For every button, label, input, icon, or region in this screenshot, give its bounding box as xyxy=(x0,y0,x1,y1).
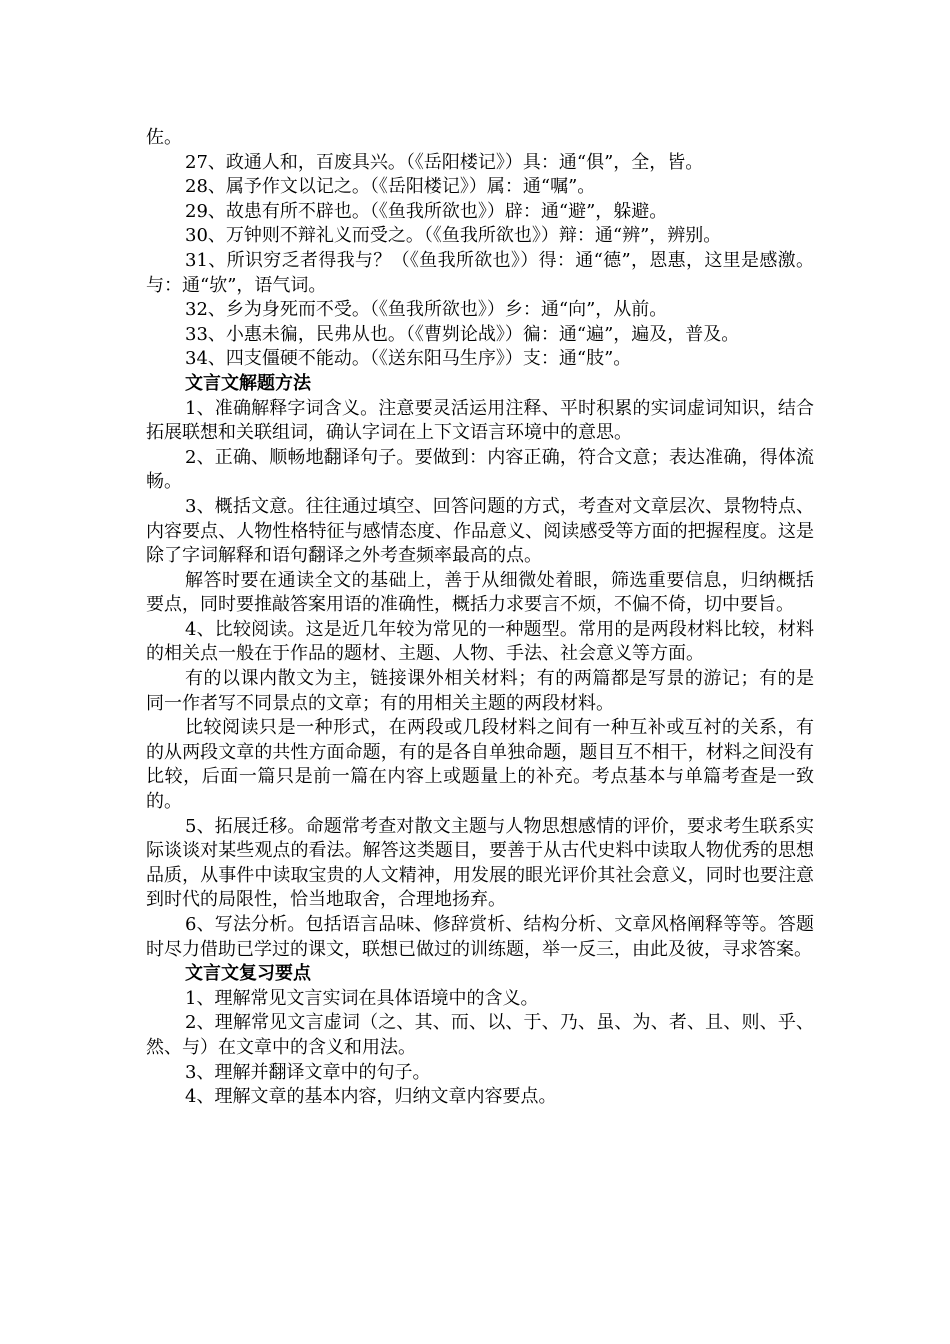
review-paragraph: 3、理解并翻译文章中的句子。 xyxy=(185,1061,431,1083)
continuation-text: 佐。 xyxy=(146,127,182,148)
method-paragraph: 1、准确解释字词含义。注意要灵活运用注释、平时积累的实词虚词知识，结合拓展联想和关联组词，确认字词在上下文语言环境中的意思。 xyxy=(146,397,814,444)
section-heading-solving-methods: 文言文解题方法 xyxy=(185,372,311,394)
section-heading-review-points: 文言文复习要点 xyxy=(185,963,311,985)
note-33: 33、小惠未徧，民弗从也。（《曹刿论战》）徧：通“遍”，遍及，普及。 xyxy=(185,323,740,345)
document-page xyxy=(146,126,814,1110)
review-paragraph: 2、理解常见文言虚词（之、其、而、以、于、乃、虽、为、者、且、则、乎、然、与）在文章中的含义和用法。 xyxy=(146,1012,814,1058)
note-30: 30、万钟则不辩礼义而受之。（《鱼我所欲也》）辩：通“辨”，辨别。 xyxy=(185,225,722,247)
method-paragraph: 2、正确、顺畅地翻译句子。要做到：内容正确，符合文意；表达准确，得体流畅。 xyxy=(146,446,814,493)
method-paragraph: 解答时要在通读全文的基础上，善于从细微处着眼，筛选重要信息，归纳概括要点，同时要推敲答案用语的准确性，概括力求要言不烦，不偏不倚，切中要旨。 xyxy=(146,569,814,616)
method-paragraph: 3、概括文意。往往通过填空、回答问题的方式，考查对文章层次、景物特点、内容要点、人物性格特征与感情态度、作品意义、阅读感受等方面的把握程度。这是除了字词解释和语句翻译之外考查频率最高的点。 xyxy=(146,495,814,567)
note-31: 31、所识穷乏者得我与？（《鱼我所欲也》）得：通“德”，恩惠，这里是感激。 与：通“欤”，语气词。 xyxy=(146,249,814,296)
review-paragraph: 1、理解常见文言实词在具体语境中的含义。 xyxy=(185,987,539,1009)
note-34: 34、四支僵硬不能动。（《送东阳马生序》）支：通“肢”。 xyxy=(185,348,632,370)
method-paragraph: 5、拓展迁移。命题常考查对散文主题与人物思想感情的评价，要求考生联系实际谈谈对某些观点的看法。解答这类题目，要善于从古代史料中读取人物优秀的思想品质，从事件中读取宝贵的人文精神，用发展的眼光评价其社会意义，同时也要注意到时代的局限性，恰当地取舍，合理地扬弃。 xyxy=(146,815,814,911)
review-paragraph: 4、理解文章的基本内容，归纳文章内容要点。 xyxy=(185,1086,557,1108)
method-paragraph: 有的以课内散文为主，链接课外相关材料；有的两篇都是写景的游记；有的是同一作者写不同景点的文章；有的用相关主题的两段材料。 xyxy=(146,668,814,714)
method-paragraph: 4、比较阅读。这是近几年较为常见的一种题型。常用的是两段材料比较，材料的相关点一般在于作品的题材、主题、人物、手法、社会意义等方面。 xyxy=(146,618,814,665)
note-32: 32、乡为身死而不受。（《鱼我所欲也》）乡：通“向”，从前。 xyxy=(185,299,668,321)
method-paragraph: 比较阅读只是一种形式，在两段或几段材料之间有一种互补或互衬的关系，有的从两段文章的共性方面命题，有的是各自单独命题，题目互不相干，材料之间没有比较，后面一篇只是前一篇在内容上或题量上的补充。考点基本与单篇考查是一致的。 xyxy=(146,717,814,813)
note-29: 29、故患有所不辟也。（《鱼我所欲也》）辟：通“避”，躲避。 xyxy=(185,200,668,222)
note-28: 28、属予作文以记之。（《岳阳楼记》）属：通“嘱”。 xyxy=(185,176,596,198)
method-paragraph: 6、写法分析。包括语言品味、修辞赏析、结构分析、文章风格阐释等等。答题时尽力借助已学过的课文，联想已做过的训练题，举一反三，由此及彼，寻求答案。 xyxy=(146,914,814,960)
note-27: 27、政通人和，百废具兴。（《岳阳楼记》）具：通“俱”，全，皆。 xyxy=(185,151,704,173)
